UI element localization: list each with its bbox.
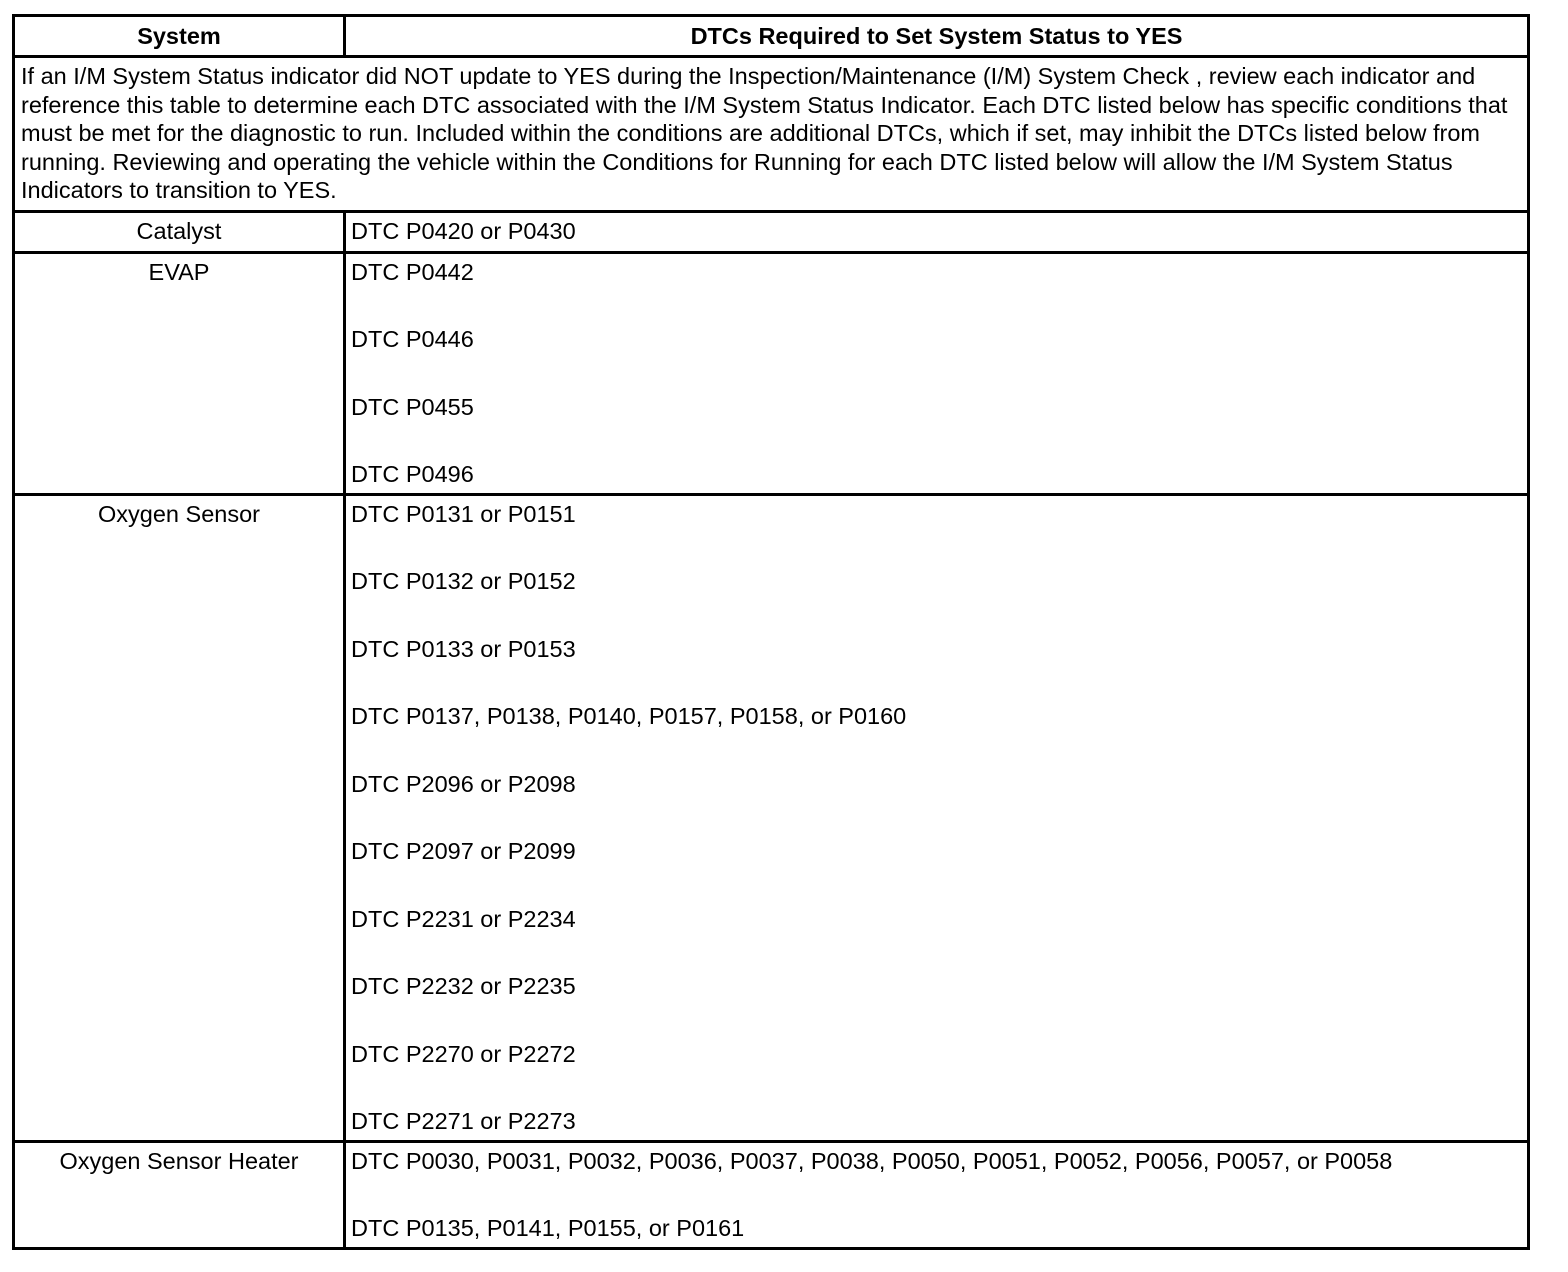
system-cell: Oxygen Sensor Heater: [14, 1141, 345, 1248]
header-row: [14, 16, 1529, 57]
dtc-item: DTC P0455: [351, 393, 474, 420]
dtc-cell: [345, 494, 1529, 1141]
dtc-item: DTC P0133 or P0153: [351, 635, 576, 662]
system-cell: EVAP: [14, 252, 345, 494]
header-dtcs: DTCs Required to Set System Status to YES: [345, 16, 1529, 57]
dtc-item: DTC P0446: [351, 326, 474, 352]
dtc-cell: [345, 211, 1529, 252]
intro-text: If an I/M System Status indicator did NOT update to YES during the Inspection/Maintenance (I/M) System Check , review each indicator and reference this table to determine each DTC associated with the I/M System Status Indicator. Each DTC listed below has specific conditions that must be met for the diagnostic to run. Included within the conditions are additional DTCs, which if set, may inhibit the DTCs listed below from running. Reviewing and operating the vehicle within the Conditions for Running for each DTC listed below will allow the I/M System Status Indicators to transition to YES.: [14, 57, 1529, 212]
table-row-catalyst: [14, 211, 1529, 252]
dtc-item: DTC P2097 or P2099: [351, 838, 576, 864]
dtc-item: DTC P2270 or P2272: [351, 1040, 576, 1067]
intro-row: [14, 57, 1529, 212]
dtc-item: DTC P2271 or P2273: [351, 1108, 576, 1134]
table-row-oxygen-sensor-heater: [14, 1141, 1529, 1248]
dtc-item: DTC P0131 or P0151: [351, 500, 576, 527]
header-system: System: [14, 16, 345, 57]
dtc-item: DTC P0030, P0031, P0032, P0036, P0037, P0038, P0050, P0051, P0052, P0056, P0057, or P0058: [351, 1147, 1393, 1174]
dtc-cell: [345, 252, 1529, 494]
dtc-item: DTC P2232 or P2235: [351, 973, 576, 999]
system-cell: Oxygen Sensor: [14, 494, 345, 1141]
dtc-cell: [345, 1141, 1529, 1248]
im-system-status-table: [12, 14, 1530, 1250]
dtc-item: DTC P0137, P0138, P0140, P0157, P0158, or P0160: [351, 703, 907, 729]
dtc-item: DTC P0442: [351, 258, 474, 285]
dtc-item: DTC P2231 or P2234: [351, 905, 576, 932]
dtc-item: DTC P0132 or P0152: [351, 568, 576, 594]
dtc-item: DTC P0496: [351, 461, 474, 487]
system-cell: Catalyst: [14, 211, 345, 252]
dtc-item: DTC P0420 or P0430: [351, 218, 576, 245]
dtc-item: DTC P2096 or P2098: [351, 770, 576, 797]
table-row-oxygen-sensor: [14, 494, 1529, 1141]
table-row-evap: [14, 252, 1529, 494]
dtc-item: DTC P0135, P0141, P0155, or P0161: [351, 1215, 745, 1241]
